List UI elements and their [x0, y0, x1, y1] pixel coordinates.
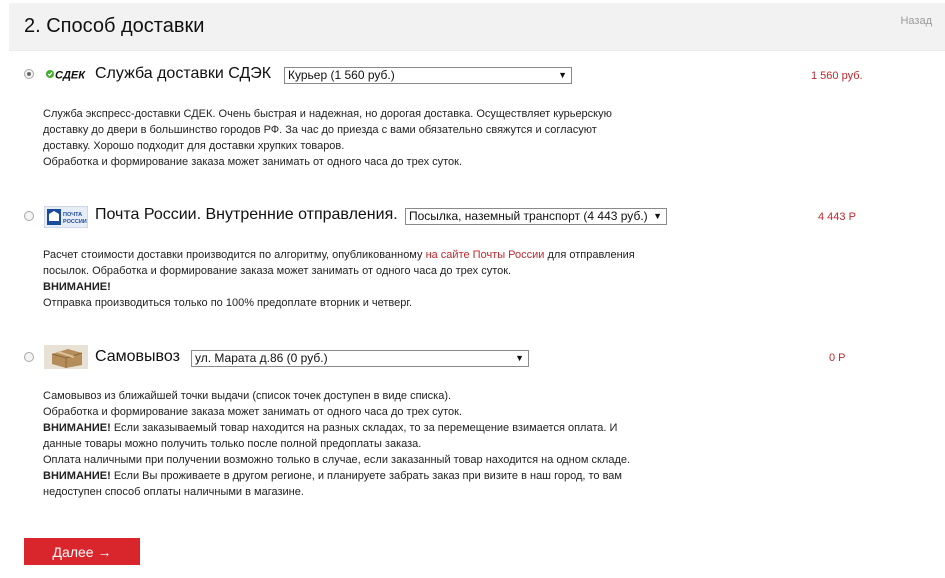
desc-line: [43, 468, 703, 484]
radio-pickup[interactable]: [24, 352, 34, 362]
desc-line: [43, 247, 683, 263]
price-pickup: 0 Р: [829, 352, 846, 364]
cdek-tariff-select[interactable]: [284, 67, 572, 84]
cdek-logo-icon: [44, 67, 88, 81]
chevron-down-icon: ▼: [515, 353, 524, 363]
desc-line: доставку до двери в большинство городов РФ. За час до приезда с вами обязательно свяжутся и согласуют: [43, 124, 597, 136]
price-cdek: 1 560 руб.: [811, 70, 863, 82]
desc-line: [43, 279, 683, 295]
desc-line: посылок. Обработка и формирование заказа может занимать от одного часа до трех суток.: [43, 265, 512, 277]
desc-text: Расчет стоимости доставки производится по алгоритму, опубликованному: [43, 249, 426, 261]
svg-text:СДЕК: СДЕК: [55, 69, 85, 81]
option-title-cdek: Служба доставки СДЭК: [95, 65, 272, 82]
pochta-site-link[interactable]: на сайте Почты России: [425, 249, 545, 261]
cdek-tariff-value: Курьер (1 560 руб.): [288, 68, 395, 82]
warning-label: ВНИМАНИЕ!: [43, 281, 111, 293]
description-cdek: [43, 106, 683, 170]
section-title: 2. Способ доставки: [24, 15, 205, 37]
desc-line: данные товары можно получить только после полной предоплаты заказа.: [43, 438, 422, 450]
chevron-down-icon: ▼: [558, 70, 567, 80]
desc-line: недоступен способ оплаты наличными в магазине.: [43, 486, 304, 498]
desc-line: Служба экспресс-доставки СДЕК. Очень быстрая и надежная, но дорогая доставка. Осуществляет курьерскую: [43, 108, 612, 120]
pochta-tariff-value: Посылка, наземный транспорт (4 443 руб.): [409, 209, 648, 223]
parcel-box-icon: [44, 345, 88, 369]
desc-line: Оплата наличными при получении возможно только в случае, если заказанный товар находится на одном складе.: [43, 454, 631, 466]
header-divider: [9, 50, 945, 51]
desc-line: Обработка и формирование заказа может занимать от одного часа до трех суток.: [43, 406, 463, 418]
chevron-down-icon: ▼: [653, 211, 662, 221]
option-title-pickup: Самовывоз: [95, 348, 180, 365]
price-pochta: 4 443 Р: [818, 211, 856, 223]
description-pochta: [43, 247, 683, 311]
desc-line: Обработка и формирование заказа может занимать от одного часа до трех суток.: [43, 156, 463, 168]
description-pickup: [43, 388, 703, 500]
option-title-pochta: Почта России. Внутренние отправления.: [95, 206, 398, 223]
desc-text: Если Вы проживаете в другом регионе, и планируете забрать заказ при визите в наш город, то вам: [110, 470, 622, 482]
desc-text: для отправления: [544, 249, 635, 261]
desc-text: Если заказываемый товар находится на разных складах, то за перемещение взимается оплата. И: [110, 422, 618, 434]
section-header: [9, 3, 945, 50]
radio-cdek[interactable]: [24, 69, 34, 79]
next-button[interactable]: Далее →: [24, 538, 140, 565]
pickup-point-value: ул. Марата д.86 (0 руб.): [195, 351, 328, 365]
svg-text:ПОЧТА: ПОЧТА: [63, 212, 83, 218]
radio-pochta[interactable]: [24, 211, 34, 221]
pickup-point-select[interactable]: [191, 350, 529, 367]
desc-line: [43, 420, 703, 436]
warning-label: ВНИМАНИЕ!: [43, 470, 111, 482]
pochta-rossii-logo-icon: [44, 206, 88, 228]
pochta-tariff-select[interactable]: [405, 208, 667, 225]
desc-line: Отправка производиться только по 100% предоплате вторник и четверг.: [43, 297, 413, 309]
svg-text:РОССИИ: РОССИИ: [63, 219, 87, 225]
desc-line: Самовывоз из ближайшей точки выдачи (список точек доступен в виде списка).: [43, 390, 452, 402]
back-link[interactable]: Назад: [900, 15, 932, 27]
warning-label: ВНИМАНИЕ!: [43, 422, 111, 434]
desc-line: доставку. Хорошо подходит для доставки хрупких товаров.: [43, 140, 345, 152]
